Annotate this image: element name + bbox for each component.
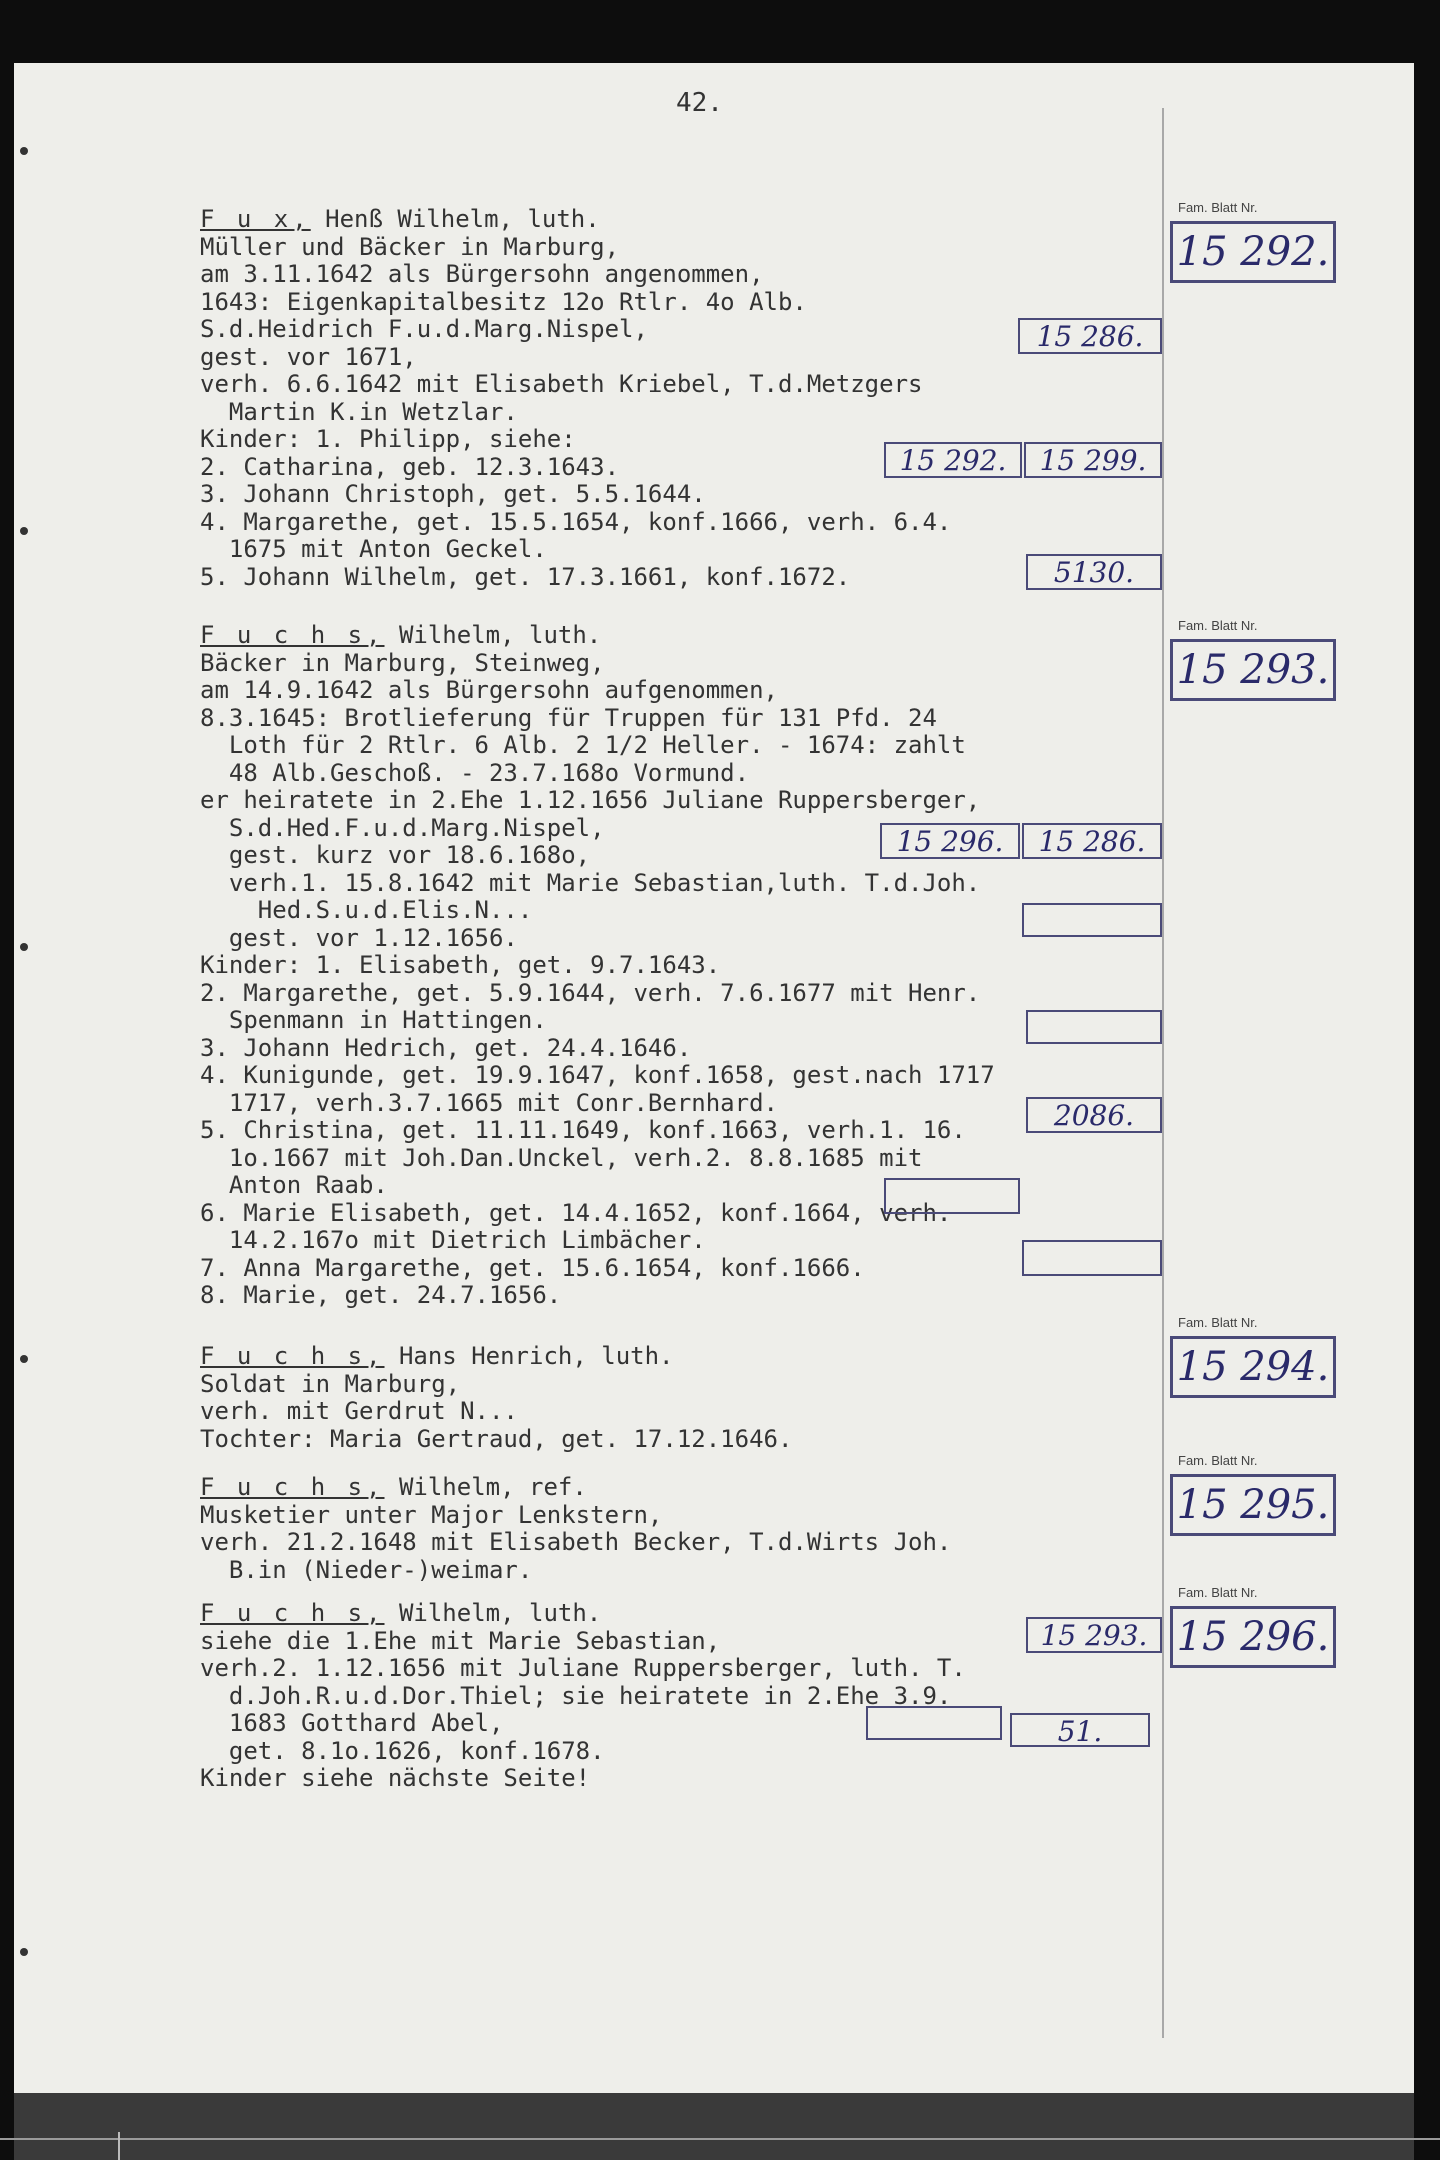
punch-hole — [20, 1355, 28, 1363]
fam-blatt-number: 15 293. — [1170, 639, 1336, 701]
entry-line: er heiratete in 2.Ehe 1.12.1656 Juliane Ruppersberger, — [200, 786, 981, 814]
entry-fuchs-wilhelm-baecker — [200, 622, 995, 1310]
entry-line: gest. vor 1.12.1656. — [200, 923, 518, 952]
fam-blatt-3 — [1170, 1315, 1350, 1398]
entry-line: Wilhelm, ref. — [384, 1473, 587, 1501]
entry-line: Anton Raab. — [200, 1171, 388, 1199]
fam-blatt-2 — [1170, 618, 1350, 701]
fam-blatt-label: Fam. Blatt Nr. — [1178, 1315, 1258, 1330]
page-number: 42. — [676, 88, 723, 118]
punch-hole — [20, 527, 28, 535]
entry-line: Spenmann in Hattingen. — [200, 1006, 547, 1034]
ref-box — [1026, 1010, 1162, 1044]
punch-hole — [20, 147, 28, 155]
entry-line: 4. Kunigunde, get. 19.9.1647, konf.1658, gest.nach 1717 — [200, 1061, 995, 1089]
fam-blatt-label: Fam. Blatt Nr. — [1178, 200, 1258, 215]
entry-line: Hed.S.u.d.Elis.N... — [200, 896, 533, 924]
entry-line: verh.1. 15.8.1642 mit Marie Sebastian,luth. T.d.Joh. — [200, 868, 981, 897]
film-edge-mark — [118, 2132, 120, 2160]
ref-box: 5130. — [1026, 554, 1162, 590]
entry-line: Wilhelm, luth. — [384, 1599, 602, 1627]
entry-line: Musketier unter Major Lenkstern, — [200, 1500, 663, 1529]
entry-fuchs-hans-henrich — [200, 1343, 792, 1453]
entry-surname: F u c h s, — [200, 1473, 385, 1501]
ref-box: 15 292. — [884, 442, 1022, 478]
ref-box — [1022, 1240, 1162, 1276]
entry-line: 1643: Eigenkapitalbesitz 12o Rtlr. 4o Alb. — [200, 287, 807, 316]
entry-line: Wilhelm, luth. — [384, 621, 602, 649]
fam-blatt-number: 15 296. — [1170, 1606, 1336, 1668]
entry-line: Müller und Bäcker in Marburg, — [200, 232, 620, 261]
fam-blatt-5 — [1170, 1585, 1350, 1668]
fam-blatt-1 — [1170, 200, 1350, 283]
entry-line: Tochter: Maria Gertraud, get. 17.12.1646. — [200, 1424, 793, 1453]
entry-line: 1683 Gotthard Abel, — [200, 1709, 504, 1737]
entry-line: verh.2. 1.12.1656 mit Juliane Ruppersberger, luth. T. — [200, 1654, 966, 1682]
entry-line: verh. 6.6.1642 mit Elisabeth Kriebel, T.d.Metzgers — [200, 370, 923, 398]
ref-box — [884, 1178, 1020, 1214]
entry-line: 14.2.167o mit Dietrich Limbächer. — [200, 1226, 706, 1254]
film-edge-line — [0, 2138, 1440, 2140]
entry-line: 1675 mit Anton Geckel. — [200, 535, 547, 563]
entry-line: 8. Marie, get. 24.7.1656. — [200, 1281, 562, 1309]
fam-blatt-number: 15 294. — [1170, 1336, 1336, 1398]
entry-line: Hans Henrich, luth. — [384, 1342, 674, 1370]
entry-line: Kinder siehe nächste Seite! — [200, 1764, 591, 1792]
entry-line: am 14.9.1642 als Bürgersohn aufgenommen, — [200, 676, 778, 704]
entry-line: 3. Johann Hedrich, get. 24.4.1646. — [200, 1033, 692, 1062]
entry-line: Loth für 2 Rtlr. 6 Alb. 2 1/2 Heller. - 1674: zahlt — [200, 731, 966, 759]
ref-box — [1022, 903, 1162, 937]
entry-line: 1o.1667 mit Joh.Dan.Unckel, verh.2. 8.8.1685 mit — [200, 1143, 923, 1172]
entry-line: verh. 21.2.1648 mit Elisabeth Becker, T.d.Wirts Joh. — [200, 1528, 952, 1556]
entry-surname: F u c h s, — [200, 1342, 385, 1370]
entry-line: Bäcker in Marburg, Steinweg, — [200, 648, 605, 677]
entry-line: verh. mit Gerdrut N... — [200, 1397, 518, 1425]
ref-box: 15 293. — [1026, 1617, 1162, 1653]
entry-fuchs-wilhelm-luth — [200, 1600, 966, 1793]
entry-line: 6. Marie Elisabeth, get. 14.4.1652, konf.1664, verh. — [200, 1198, 952, 1227]
entry-line: Soldat in Marburg, — [200, 1369, 461, 1398]
entry-line: gest. vor 1671, — [200, 342, 417, 371]
entry-fux-henss-wilhelm — [200, 206, 951, 591]
film-edge — [14, 2093, 1414, 2160]
entry-line: S.d.Hed.F.u.d.Marg.Nispel, — [200, 813, 605, 842]
entry-line: Kinder: 1. Philipp, siehe: — [200, 425, 576, 453]
entry-line: 48 Alb.Geschoß. - 23.7.168o Vormund. — [200, 758, 750, 787]
ref-box — [866, 1706, 1002, 1740]
entry-line: B.in (Nieder-)weimar. — [200, 1555, 533, 1584]
entry-line: Kinder: 1. Elisabeth, get. 9.7.1643. — [200, 951, 721, 979]
entry-fuchs-wilhelm-ref — [200, 1474, 951, 1584]
ref-box: 15 286. — [1022, 823, 1162, 859]
column-divider — [1162, 108, 1164, 2038]
entry-line: get. 8.1o.1626, konf.1678. — [200, 1736, 605, 1765]
entry-line: d.Joh.R.u.d.Dor.Thiel; sie heiratete in 2.Ehe 3.9. — [200, 1681, 952, 1710]
punch-hole — [20, 943, 28, 951]
fam-blatt-label: Fam. Blatt Nr. — [1178, 618, 1258, 633]
entry-surname: F u x, — [200, 205, 311, 233]
ref-box: 15 286. — [1018, 318, 1162, 354]
entry-line: 2. Margarethe, get. 5.9.1644, verh. 7.6.1677 mit Henr. — [200, 978, 981, 1007]
fam-blatt-label: Fam. Blatt Nr. — [1178, 1453, 1258, 1468]
fam-blatt-number: 15 295. — [1170, 1474, 1336, 1536]
entry-line: am 3.11.1642 als Bürgersohn angenommen, — [200, 260, 764, 288]
entry-line: 3. Johann Christoph, get. 5.5.1644. — [200, 480, 706, 508]
entry-line: 2. Catharina, geb. 12.3.1643. — [200, 452, 620, 481]
ref-box: 15 299. — [1024, 442, 1162, 478]
entry-line: 5. Christina, get. 11.11.1649, konf.1663, verh.1. 16. — [200, 1116, 966, 1144]
entry-line: 5. Johann Wilhelm, get. 17.3.1661, konf.1672. — [200, 562, 851, 591]
fam-blatt-label: Fam. Blatt Nr. — [1178, 1585, 1258, 1600]
entry-surname: F u c h s, — [200, 621, 385, 649]
entry-line: S.d.Heidrich F.u.d.Marg.Nispel, — [200, 315, 648, 343]
entry-line: 7. Anna Margarethe, get. 15.6.1654, konf.1666. — [200, 1253, 865, 1282]
entry-surname: F u c h s, — [200, 1599, 385, 1627]
fam-blatt-number: 15 292. — [1170, 221, 1336, 283]
entry-line: Martin K.in Wetzlar. — [200, 397, 518, 426]
entry-line: siehe die 1.Ehe mit Marie Sebastian, — [200, 1626, 721, 1655]
fam-blatt-4 — [1170, 1453, 1350, 1536]
entry-line: 1717, verh.3.7.1665 mit Conr.Bernhard. — [200, 1088, 778, 1117]
punch-hole — [20, 1948, 28, 1956]
entry-line: 4. Margarethe, get. 15.5.1654, konf.1666, verh. 6.4. — [200, 507, 952, 536]
entry-line: 8.3.1645: Brotlieferung für Truppen für 131 Pfd. 24 — [200, 703, 937, 732]
entry-line: gest. kurz vor 18.6.168o, — [200, 841, 591, 869]
ref-box: 51. — [1010, 1713, 1150, 1747]
ref-box: 2086. — [1026, 1097, 1162, 1133]
ref-box: 15 296. — [880, 823, 1020, 859]
entry-line: Henß Wilhelm, luth. — [310, 205, 600, 233]
